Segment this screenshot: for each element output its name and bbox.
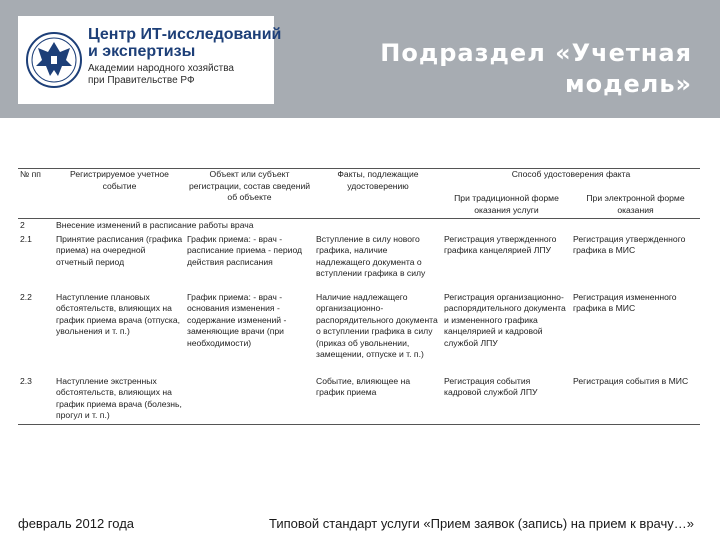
- org-parent-line2: при Правительстве РФ: [88, 75, 195, 86]
- cell-electronic: Регистрация утвержденного графика в МИС: [573, 233, 686, 255]
- slide-title-line2: модель»: [564, 70, 692, 98]
- cell-num: 2.1: [20, 233, 32, 244]
- cell-traditional: [442, 219, 571, 233]
- cell-electronic: Регистрация события в МИС: [573, 375, 689, 386]
- cell-electronic: [571, 219, 700, 233]
- table-row: [18, 233, 700, 291]
- cell-facts: Вступление в силу нового графика, наличие надлежащего документа о вступлении графика в силу: [316, 233, 426, 278]
- cell-object: График приема: - врач - основания изменения - содержание изменений - заменяющие врачи (при необходимости): [187, 291, 287, 348]
- cell-facts: Наличие надлежащего организационно-распорядительного документа о вступлении графика в силу (приказ об увольнении, замещении, отпуске и т. п.): [316, 291, 438, 359]
- cell-facts: Событие, влияющее на график приема: [316, 375, 411, 397]
- slide-title-line1: Подраздел «Учетная: [380, 39, 692, 67]
- cell-traditional: Регистрация организационно-распорядительного документа и измененного графика канцелярией и кадровой службой ЛПУ: [444, 291, 566, 348]
- slide-title: [312, 38, 692, 100]
- col-header-facts: Факты, подлежащие удостоверению: [337, 169, 419, 191]
- col-header-event: Регистрируемое учетное событие: [70, 169, 169, 191]
- table-row: [18, 219, 700, 233]
- cell-traditional: Регистрация события кадровой службой ЛПУ: [444, 375, 538, 397]
- organization-logo: [18, 16, 282, 104]
- cell-object: [185, 375, 314, 423]
- table-row: [18, 375, 700, 423]
- col-header-method: Способ удостоверения факта: [511, 169, 631, 179]
- cell-event: Наступление плановых обстоятельств, влияющих на график приема врача (отпуска, увольнения и т. п.): [56, 291, 181, 336]
- cell-event: Наступление экстренных обстоятельств, влияющих на график приема врача (болезнь, прогул и т. п.): [56, 375, 182, 420]
- col-header-num: № пп: [20, 169, 41, 179]
- org-name-line1: Центр ИТ-исследований: [88, 26, 282, 43]
- cell-num: 2.2: [20, 291, 32, 302]
- cell-event: Принятие расписания (графика приема) на очередной отчетный период: [56, 233, 183, 267]
- table-row: [18, 291, 700, 375]
- org-name-line2: и экспертизы: [88, 43, 196, 60]
- cell-num: 2.3: [20, 375, 32, 386]
- footer-caption: Типовой стандарт услуги «Прием заявок (запись) на прием к врачу…»: [269, 516, 694, 531]
- slide-header: [0, 0, 720, 118]
- cell-object: График приема: - врач - расписание приема - период действия расписания: [187, 233, 303, 267]
- cell-traditional: Регистрация утвержденного графика канцелярией ЛПУ: [444, 233, 557, 255]
- cell-num: 2: [20, 220, 25, 230]
- col-header-electronic: При электронной форме оказания: [586, 193, 685, 215]
- col-header-traditional: При традиционной форме оказания услуги: [454, 193, 559, 215]
- org-parent-line1: Академии народного хозяйства: [88, 63, 234, 74]
- footer-date: февраль 2012 года: [18, 516, 135, 531]
- eagle-emblem-icon: [24, 26, 84, 96]
- accounting-model-table: [18, 168, 700, 423]
- col-header-object: Объект или субъект регистрации, состав сведений об объекте: [188, 169, 311, 202]
- organization-name: [88, 26, 281, 87]
- cell-event: Внесение изменений в расписание работы врача: [56, 220, 254, 230]
- cell-electronic: Регистрация измененного графика в МИС: [573, 291, 677, 313]
